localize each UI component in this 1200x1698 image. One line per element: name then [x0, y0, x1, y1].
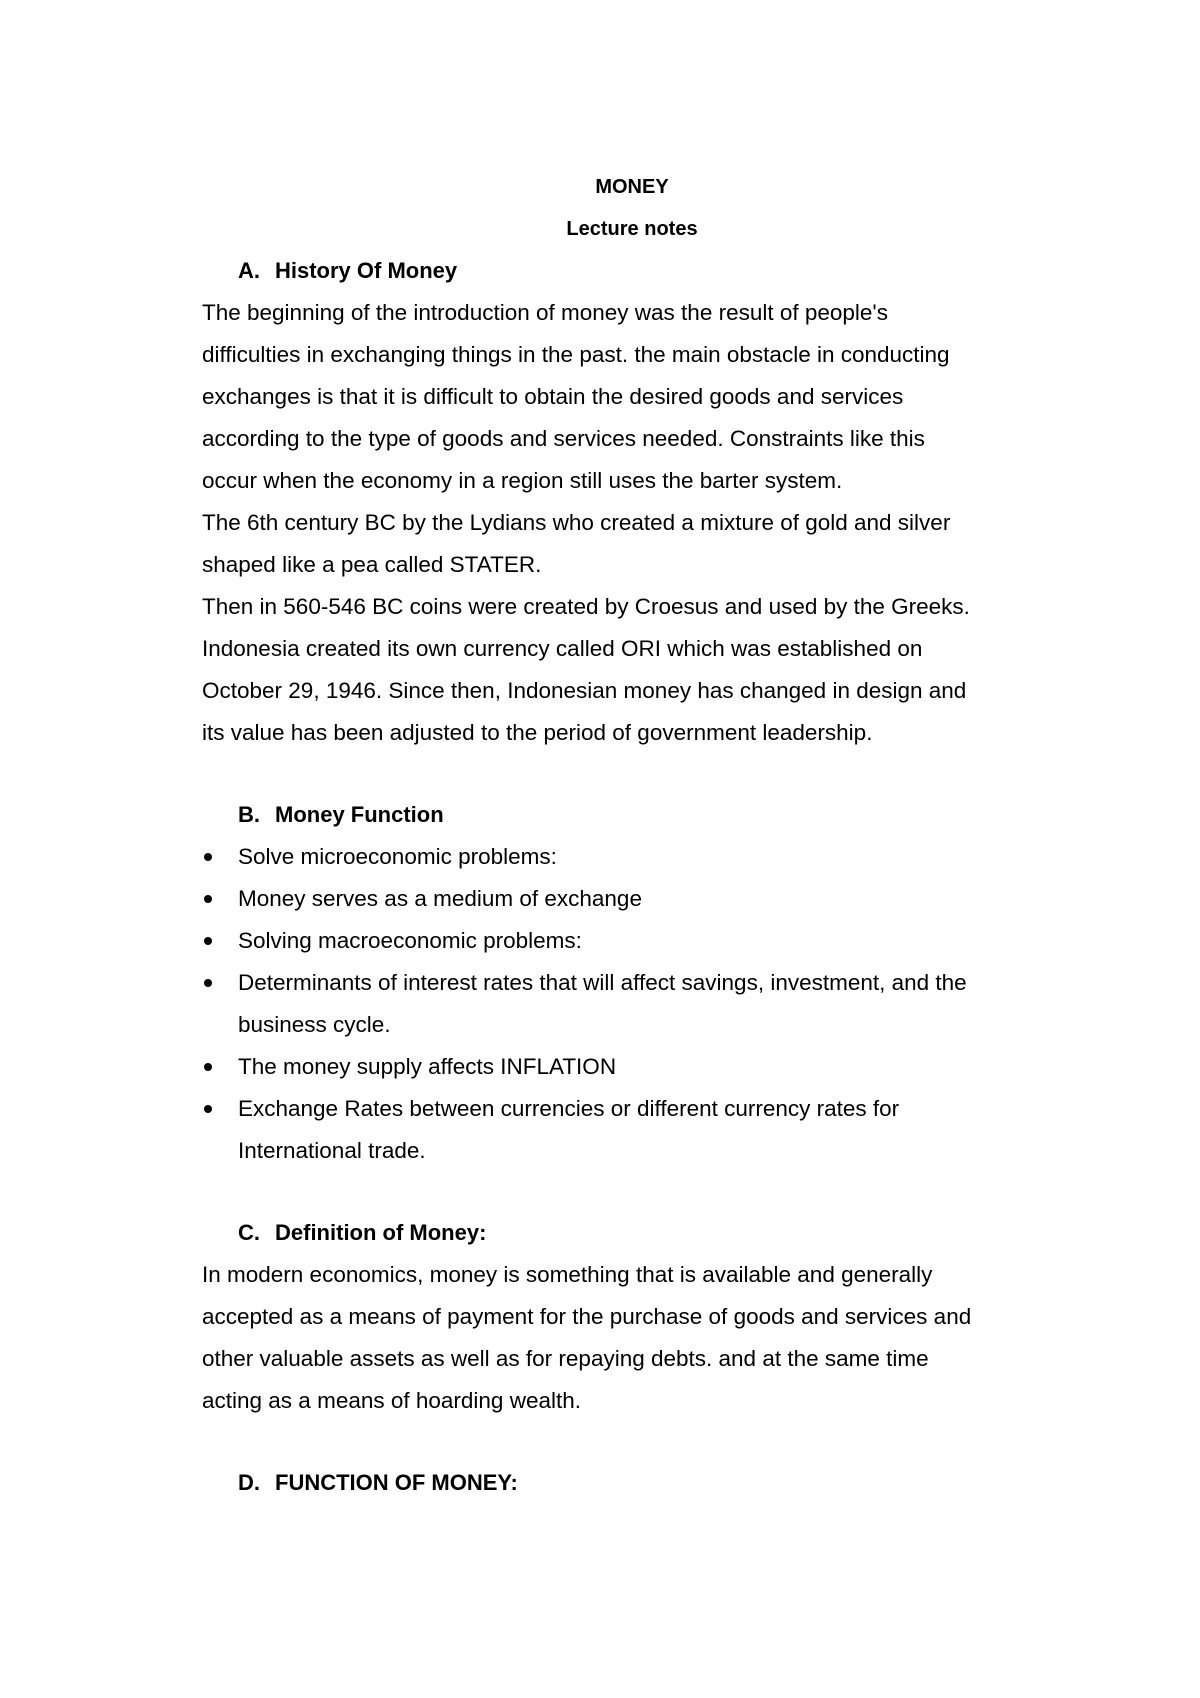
section-heading	[202, 250, 1062, 292]
paragraph	[202, 292, 1062, 754]
section-letter: B.	[238, 802, 260, 827]
bullet-icon	[204, 853, 212, 861]
section-spacer	[202, 1172, 1062, 1212]
list-item	[202, 1046, 1062, 1088]
bullet-icon	[204, 1105, 212, 1113]
section-spacer	[202, 1422, 1062, 1462]
section-letter: C.	[238, 1220, 260, 1245]
list-item	[202, 836, 1062, 878]
bullet-icon	[204, 1063, 212, 1071]
list-item-text: Solving macroeconomic problems:	[238, 928, 582, 953]
list-item-text: The money supply affects INFLATION	[238, 1054, 617, 1079]
paragraph-line: occur when the economy in a region still uses the barter system.	[202, 468, 843, 493]
list-item-text: Money serves as a medium of exchange	[238, 886, 642, 911]
list-item-text: International trade.	[238, 1138, 426, 1163]
section-letter: A.	[238, 258, 260, 283]
list-item-text: Solve microeconomic problems:	[238, 844, 557, 869]
section-money-function	[202, 794, 1062, 1172]
section-function-of-money	[202, 1462, 1062, 1504]
document-title: MONEY	[595, 176, 669, 198]
section-history-of-money	[202, 250, 1062, 754]
paragraph-line: The 6th century BC by the Lydians who created a mixture of gold and silver	[202, 510, 951, 535]
section-spacer	[202, 754, 1062, 794]
paragraph-line: Then in 560-546 BC coins were created by Croesus and used by the Greeks.	[202, 594, 970, 619]
list-item	[202, 962, 1062, 1046]
paragraph-line: Indonesia created its own currency called ORI which was established on	[202, 636, 923, 661]
paragraph-line: October 29, 1946. Since then, Indonesian money has changed in design and	[202, 678, 967, 703]
list-item-text: Exchange Rates between currencies or different currency rates for	[238, 1096, 900, 1121]
list-item	[202, 1088, 1062, 1172]
paragraph-line: accepted as a means of payment for the purchase of goods and services and	[202, 1304, 972, 1329]
document-subtitle: Lecture notes	[566, 218, 698, 240]
document-content	[202, 166, 1062, 1504]
list-item	[202, 878, 1062, 920]
bullet-icon	[204, 979, 212, 987]
paragraph-line: exchanges is that it is difficult to obtain the desired goods and services	[202, 384, 904, 409]
paragraph-line: other valuable assets as well as for repaying debts. and at the same time	[202, 1346, 929, 1371]
section-heading	[202, 1212, 1062, 1254]
paragraph-line: acting as a means of hoarding wealth.	[202, 1388, 581, 1413]
bullet-icon	[204, 937, 212, 945]
section-title: Definition of Money:	[275, 1220, 487, 1245]
paragraph-line: according to the type of goods and services needed. Constraints like this	[202, 426, 925, 451]
paragraph-line: difficulties in exchanging things in the past. the main obstacle in conducting	[202, 342, 950, 367]
list-item	[202, 920, 1062, 962]
section-heading	[202, 1462, 1062, 1504]
section-heading	[202, 794, 1062, 836]
paragraph-line: shaped like a pea called STATER.	[202, 552, 542, 577]
paragraph-line: In modern economics, money is something that is available and generally	[202, 1262, 933, 1287]
section-title: FUNCTION OF MONEY:	[275, 1470, 518, 1495]
paragraph	[202, 1254, 1062, 1422]
list-item-text: business cycle.	[238, 1012, 391, 1037]
bullet-icon	[204, 895, 212, 903]
list-item-text: Determinants of interest rates that will affect savings, investment, and the	[238, 970, 967, 995]
bullet-list	[202, 836, 1062, 1172]
section-definition-of-money	[202, 1212, 1062, 1422]
paragraph-line: The beginning of the introduction of money was the result of people's	[202, 300, 888, 325]
paragraph-line: its value has been adjusted to the period of government leadership.	[202, 720, 873, 745]
section-letter: D.	[238, 1470, 260, 1495]
section-title: History Of Money	[275, 258, 458, 283]
section-title: Money Function	[275, 802, 444, 827]
